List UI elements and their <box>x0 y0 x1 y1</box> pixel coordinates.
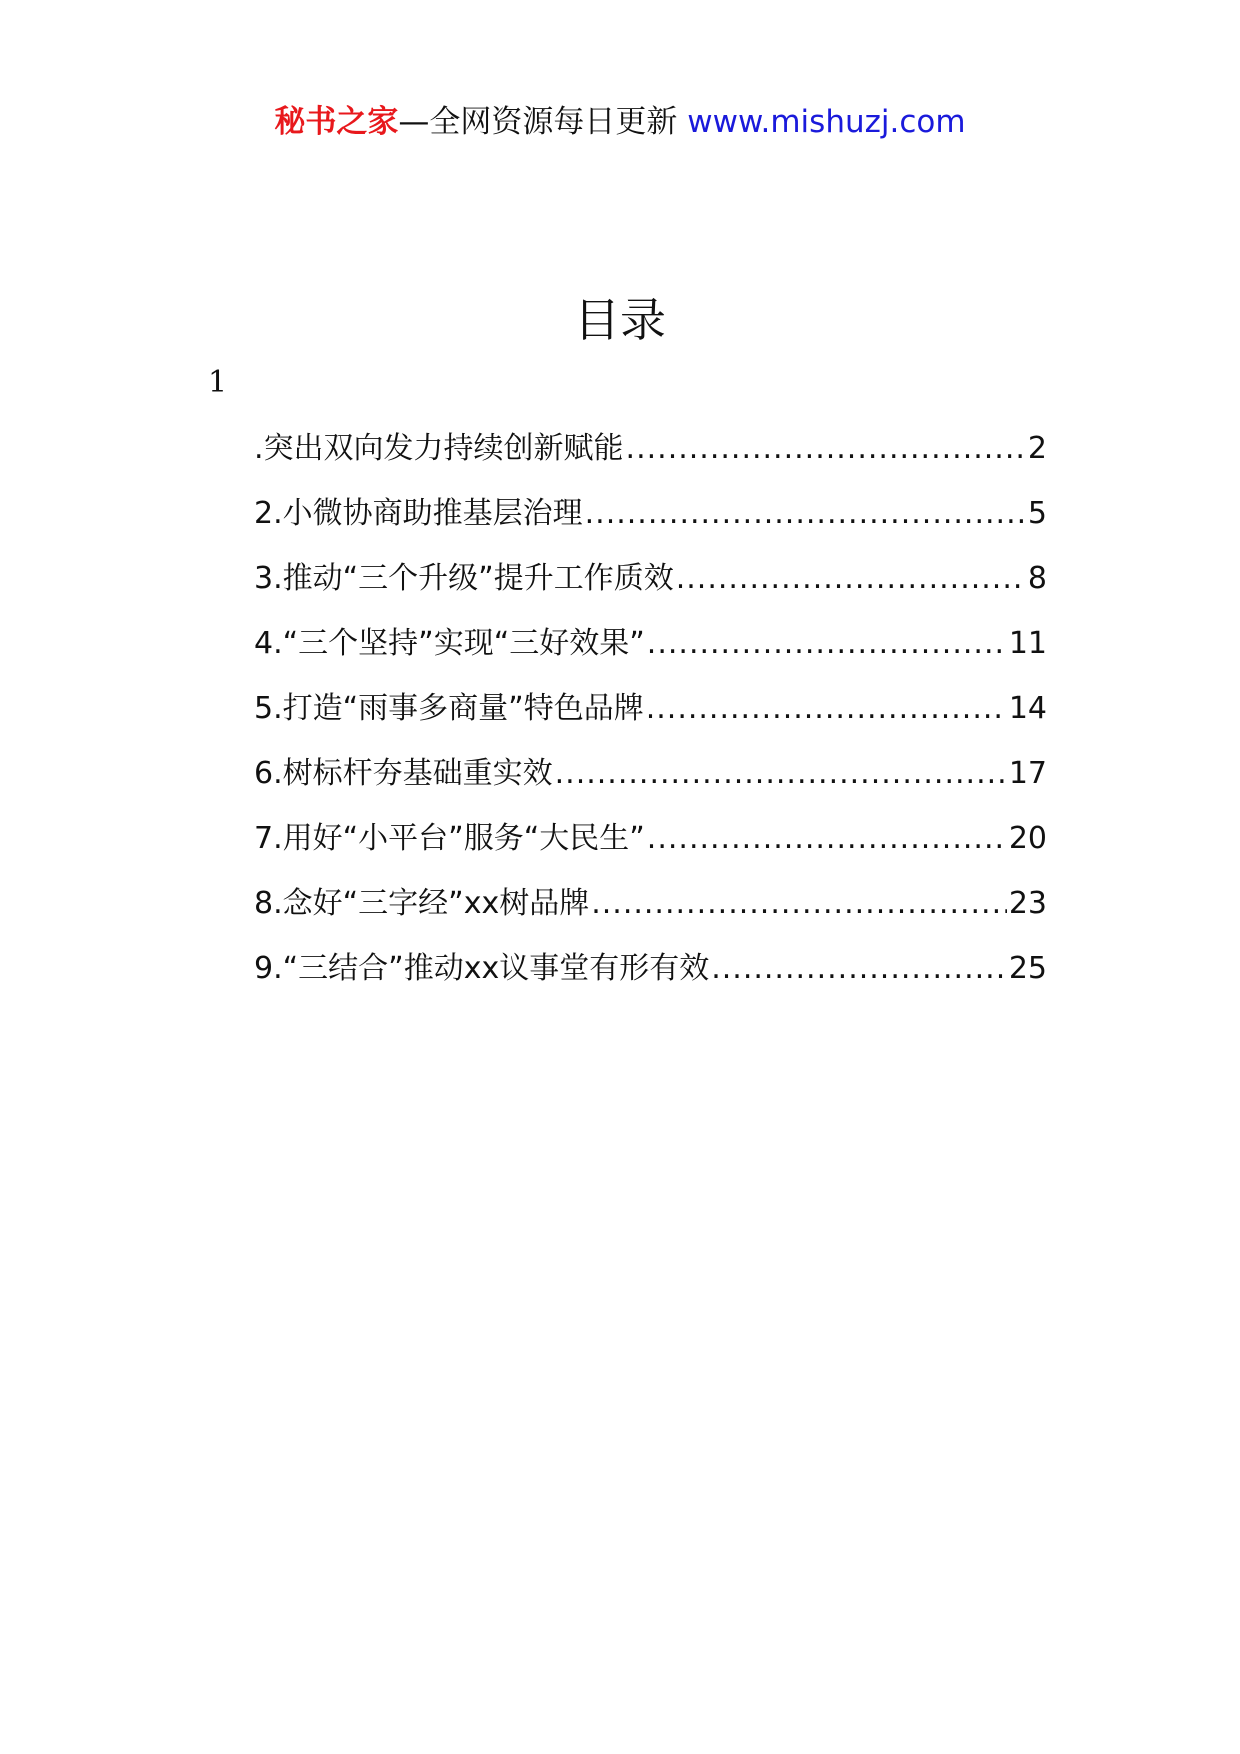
toc-entry-label: 9.“三结合”推动xx议事堂有形有效 <box>254 951 710 986</box>
toc-dot-leader <box>647 818 1007 860</box>
toc-entry-label: 8.念好“三字经”xx树品牌 <box>254 886 590 921</box>
brand-name: 秘书之家 <box>274 104 399 140</box>
toc-entry-label: .突出双向发力持续创新赋能 <box>254 431 624 466</box>
toc-entry-label: 7.用好“小平台”服务“大民生” <box>254 821 645 856</box>
site-header-banner <box>0 100 1240 144</box>
table-of-contents <box>254 428 1047 1013</box>
toc-entry[interactable] <box>254 493 1047 558</box>
toc-entry-label: 4.“三个坚持”实现“三好效果” <box>254 626 645 661</box>
toc-entry-label: 3.推动“三个升级”提升工作质效 <box>254 561 674 596</box>
toc-entry-page: 8 <box>1027 561 1047 596</box>
toc-entry-page: 14 <box>1008 691 1047 726</box>
toc-dot-leader <box>646 688 1007 730</box>
toc-entry-page: 5 <box>1027 496 1047 531</box>
toc-entry[interactable] <box>254 883 1047 948</box>
toc-entry-page: 25 <box>1008 951 1047 986</box>
toc-dot-leader <box>647 623 1007 665</box>
toc-dot-leader <box>626 428 1026 470</box>
site-url-link[interactable]: www.mishuzj.com <box>687 104 966 140</box>
toc-entry-page: 17 <box>1008 756 1047 791</box>
toc-dot-leader <box>585 493 1026 535</box>
toc-entry[interactable] <box>254 818 1047 883</box>
toc-entry[interactable] <box>254 558 1047 623</box>
toc-entry-label: 2.小微协商助推基层治理 <box>254 496 583 531</box>
header-tagline: —全网资源每日更新 <box>398 104 678 140</box>
toc-entry-page: 11 <box>1008 626 1047 661</box>
toc-dot-leader <box>591 883 1007 925</box>
toc-entry-label: 5.打造“雨事多商量”特色品牌 <box>254 691 644 726</box>
page-title: 目录 <box>574 293 666 347</box>
toc-entry[interactable] <box>254 428 1047 493</box>
toc-entry-page: 23 <box>1008 886 1047 921</box>
toc-entry-page: 20 <box>1008 821 1047 856</box>
toc-dot-leader <box>676 558 1026 600</box>
toc-dot-leader <box>711 948 1007 990</box>
toc-entry[interactable] <box>254 753 1047 818</box>
toc-entry[interactable] <box>254 948 1047 1013</box>
toc-entry-label: 6.树标杆夯基础重实效 <box>254 756 553 791</box>
toc-dot-leader <box>555 753 1007 795</box>
toc-entry[interactable] <box>254 623 1047 688</box>
toc-entry-page: 2 <box>1027 431 1047 466</box>
toc-entry[interactable] <box>254 688 1047 753</box>
stray-page-number: 1 <box>208 365 228 400</box>
